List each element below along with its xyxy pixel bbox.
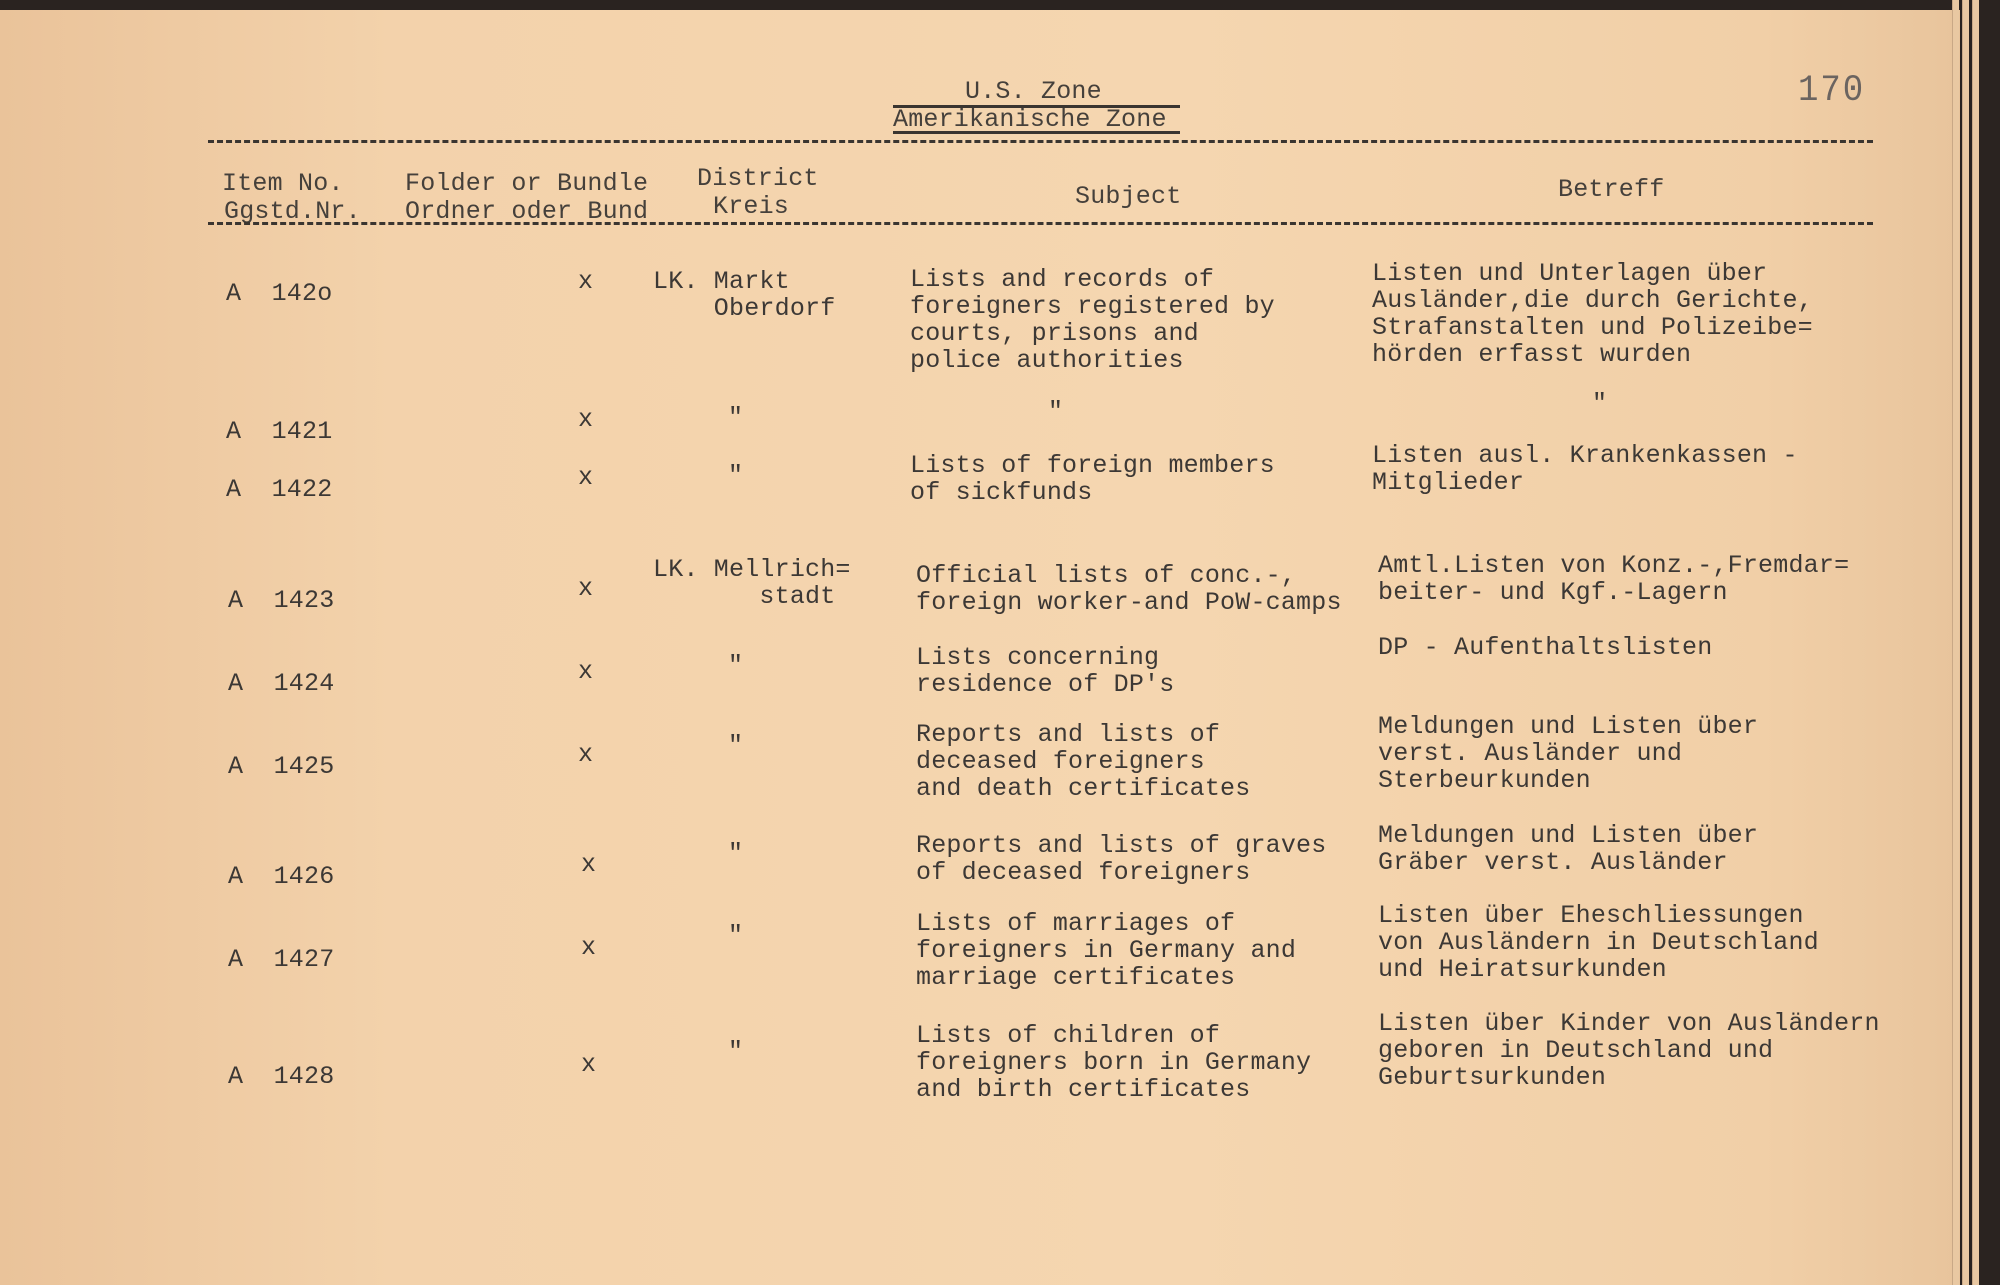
item-number: A 1425 — [228, 752, 335, 781]
subject-line: foreigners born in Germany — [916, 1048, 1312, 1077]
subject-line: foreigners registered by — [910, 292, 1275, 321]
betreff-line: beiter- und Kgf.-Lagern — [1378, 578, 1728, 607]
betreff-line: Strafanstalten und Polizeibe= — [1372, 313, 1813, 342]
betreff-line: Meldungen und Listen über — [1378, 712, 1759, 741]
betreff-line: hörden erfasst wurden — [1372, 340, 1692, 369]
subject-line: foreigners in Germany and — [916, 936, 1297, 965]
betreff-line: von Ausländern in Deutschland — [1378, 928, 1819, 957]
district-line: " — [728, 1037, 744, 1066]
district-line: " — [728, 651, 744, 680]
district-line: " — [728, 731, 744, 760]
item-number: A 1422 — [226, 475, 333, 504]
betreff-line: Meldungen und Listen über — [1378, 821, 1759, 850]
betreff-line: geboren in Deutschland und — [1378, 1036, 1774, 1065]
subject-line: Reports and lists of — [916, 720, 1221, 749]
district-line: LK. Markt — [653, 267, 790, 296]
subject-line: courts, prisons and — [910, 319, 1199, 348]
betreff-line: Ausländer,die durch Gerichte, — [1372, 286, 1813, 315]
betreff-line: Geburtsurkunden — [1378, 1063, 1607, 1092]
col-district-en: District — [697, 164, 819, 193]
folder-mark: x — [578, 574, 594, 603]
betreff-line: Gräber verst. Ausländer — [1378, 848, 1728, 877]
col-item-en: Item No. — [222, 169, 344, 198]
item-number: A 1424 — [228, 669, 335, 698]
col-district-de: Kreis — [713, 192, 790, 221]
subject-line: Lists of marriages of — [916, 909, 1236, 938]
item-number: A 1423 — [228, 586, 335, 615]
district-line: " — [728, 921, 744, 950]
betreff-line: Listen und Unterlagen über — [1372, 259, 1768, 288]
subject-line: of deceased foreigners — [916, 858, 1251, 887]
col-subject: Subject — [1075, 182, 1182, 211]
subject-line: Lists concerning — [916, 643, 1160, 672]
betreff-line: Listen über Eheschliessungen — [1378, 901, 1804, 930]
subject-line: Official lists of conc.-, — [916, 561, 1297, 590]
document-page — [0, 10, 1960, 1285]
zone-title-de: Amerikanische Zone — [893, 105, 1167, 134]
district-line: stadt — [653, 582, 836, 611]
item-number: A 1427 — [228, 945, 335, 974]
subject-line: Lists of foreign members — [910, 451, 1275, 480]
page-stack-edge — [1952, 0, 1959, 1285]
district-line: " — [728, 461, 744, 490]
subject-line: marriage certificates — [916, 963, 1236, 992]
col-folder-de: Ordner oder Bund — [405, 197, 649, 226]
page-number: 170 — [1798, 70, 1866, 112]
folder-mark: x — [581, 933, 597, 962]
folder-mark: x — [578, 657, 594, 686]
subject-line: " — [1048, 397, 1064, 426]
folder-mark: x — [578, 740, 594, 769]
subject-line: of sickfunds — [910, 478, 1093, 507]
betreff-line: verst. Ausländer und — [1378, 739, 1683, 768]
col-folder-en: Folder or Bundle — [405, 169, 649, 198]
subject-line: Lists of children of — [916, 1021, 1221, 1050]
betreff-line: " — [1592, 389, 1608, 418]
betreff-line: Sterbeurkunden — [1378, 766, 1591, 795]
district-line: " — [728, 403, 744, 432]
folder-mark: x — [581, 850, 597, 879]
folder-mark: x — [581, 1050, 597, 1079]
item-number: A 1421 — [226, 417, 333, 446]
header-rule-top — [208, 140, 1873, 143]
col-betreff: Betreff — [1558, 175, 1665, 204]
subject-line: foreign worker-and PoW-camps — [916, 588, 1342, 617]
col-item-de: Ggstd.Nr. — [224, 197, 361, 226]
item-number: A 1426 — [228, 862, 335, 891]
district-line: " — [728, 839, 744, 868]
betreff-line: Amtl.Listen von Konz.-,Fremdar= — [1378, 551, 1850, 580]
title-underline-2 — [893, 131, 1180, 134]
item-number: A 1428 — [228, 1062, 335, 1091]
betreff-line: DP - Aufenthaltslisten — [1378, 633, 1713, 662]
subject-line: residence of DP's — [916, 670, 1175, 699]
subject-line: and death certificates — [916, 774, 1251, 803]
page-stack-edge — [1962, 0, 1969, 1285]
page-stack-edge — [1972, 0, 1979, 1285]
district-line: Oberdorf — [653, 294, 836, 323]
zone-title-en: U.S. Zone — [965, 77, 1102, 106]
subject-line: police authorities — [910, 346, 1184, 375]
betreff-line: Mitglieder — [1372, 468, 1525, 497]
item-number: A 142o — [226, 279, 333, 308]
district-line: LK. Mellrich= — [653, 555, 851, 584]
folder-mark: x — [578, 463, 594, 492]
betreff-line: Listen über Kinder von Ausländern — [1378, 1009, 1880, 1038]
subject-line: deceased foreigners — [916, 747, 1205, 776]
header-rule-bottom — [208, 222, 1873, 225]
betreff-line: und Heiratsurkunden — [1378, 955, 1667, 984]
folder-mark: x — [578, 267, 594, 296]
folder-mark: x — [578, 405, 594, 434]
subject-line: Reports and lists of graves — [916, 831, 1327, 860]
subject-line: and birth certificates — [916, 1075, 1251, 1104]
subject-line: Lists and records of — [910, 265, 1215, 294]
betreff-line: Listen ausl. Krankenkassen - — [1372, 441, 1798, 470]
